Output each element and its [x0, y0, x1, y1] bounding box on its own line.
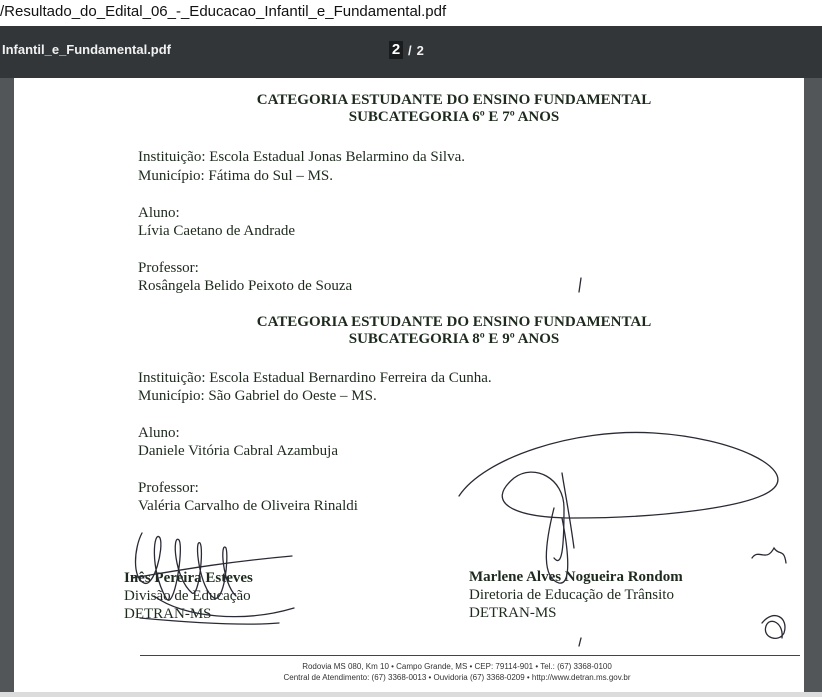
window-title: /Resultado_do_Edital_06_-_Educacao_Infantil_e_Fundamental.pdf [0, 0, 822, 26]
section2-heading-line2: SUBCATEGORIA 8º E 9º ANOS [348, 331, 560, 347]
footer-rule [140, 655, 800, 656]
section1-heading-line2: SUBCATEGORIA 6º E 7º ANOS [348, 109, 560, 125]
signature-right-role: Diretoria de Educação de Trânsito [469, 587, 674, 603]
section1-municipality: Município: Fátima do Sul – MS. [138, 168, 334, 184]
section1-student-label: Aluno: [138, 205, 180, 221]
handwritten-signatures [14, 78, 804, 697]
signature-right-name: Marlene Alves Nogueira Rondom [469, 569, 683, 585]
total-pages: 2 [416, 42, 424, 58]
section1-teacher-label: Professor: [138, 260, 199, 276]
page-separator: / [408, 42, 412, 58]
section1-institution: Instituição: Escola Estadual Jonas Belarmino da Silva. [138, 149, 466, 165]
page-number-input[interactable] [389, 41, 403, 59]
page-indicator [389, 41, 424, 59]
signature-left-role: Divisão de Educação [124, 588, 251, 604]
section2-teacher-name: Valéria Carvalho de Oliveira Rinaldi [138, 498, 358, 514]
section2-student-name: Daniele Vitória Cabral Azambuja [138, 443, 339, 459]
signature-left-org: DETRAN-MS [124, 606, 212, 622]
document-name: Infantil_e_Fundamental.pdf [2, 42, 172, 57]
section2-teacher-label: Professor: [138, 480, 199, 496]
horizontal-scrollbar[interactable] [0, 692, 822, 697]
signature-left-name: Inês Pereira Esteves [124, 570, 253, 586]
section1-student-name: Lívia Caetano de Andrade [138, 223, 296, 239]
section2-municipality: Município: São Gabriel do Oeste – MS. [138, 388, 377, 404]
footer-address: Rodovia MS 080, Km 10 • Campo Grande, MS • CEP: 79114-901 • Tel.: (67) 3368-0100 [302, 662, 612, 671]
section1-heading-line1: CATEGORIA ESTUDANTE DO ENSINO FUNDAMENTAL [256, 92, 652, 108]
section2-student-label: Aluno: [138, 425, 180, 441]
section2-heading-line1: CATEGORIA ESTUDANTE DO ENSINO FUNDAMENTAL [256, 314, 652, 330]
pdf-toolbar [0, 26, 822, 78]
pdf-page [14, 78, 804, 697]
signature-right-org: DETRAN-MS [469, 605, 557, 621]
section2-institution: Instituição: Escola Estadual Bernardino Ferreira da Cunha. [138, 370, 492, 386]
pdf-viewer[interactable] [0, 78, 822, 697]
footer-contacts: Central de Atendimento: (67) 3368-0013 • Ouvidoria (67) 3368-0209 • http://www.detran.ms.gov.br [283, 673, 631, 682]
section1-teacher-name: Rosângela Belido Peixoto de Souza [138, 278, 353, 294]
